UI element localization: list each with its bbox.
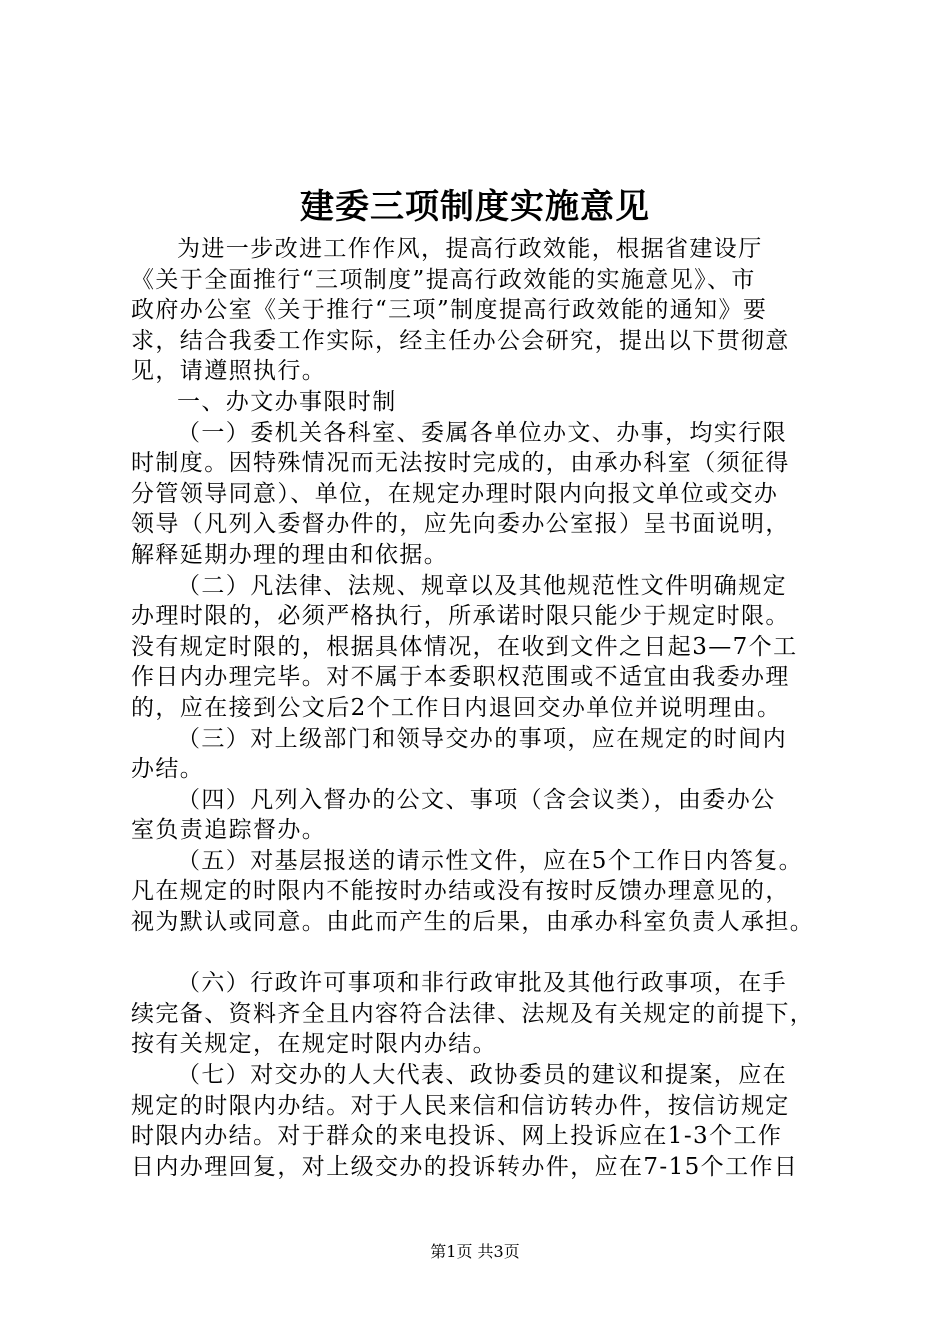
body-line: 视为默认或同意。由此而产生的后果，由承办科室负责人承担。 (131, 909, 815, 936)
body-line: 作日内办理完毕。对不属于本委职权范围或不适宜由我委办理 (131, 664, 790, 691)
body-line: 没有规定时限的，根据具体情况，在收到文件之日起3—7个工 (131, 633, 798, 660)
page-number-footer: 第1页 共3页 (430, 1242, 520, 1261)
body-line: 时限内办结。对于群众的来电投诉、网上投诉应在1-3个工作 (131, 1123, 783, 1150)
body-line: 的，应在接到公文后2个工作日内退回交办单位并说明理由。 (131, 694, 782, 721)
document-title: 建委三项制度实施意见 (300, 187, 650, 227)
body-line: 按有关规定，在规定时限内办结。 (131, 1031, 497, 1058)
body-line: 为进一步改进工作作风，提高行政效能，根据省建设厅 (177, 236, 763, 262)
body-line: （二）凡法律、法规、规章以及其他规范性文件明确规定 (177, 572, 787, 599)
body-line: （七）对交办的人大代表、政协委员的建议和提案，应在 (177, 1062, 787, 1089)
body-line: 解释延期办理的理由和依据。 (131, 541, 449, 568)
body-line: 一、办文办事限时制 (177, 388, 397, 415)
body-line: 时制度。因特殊情况而无法按时完成的，由承办科室（须征得 (131, 450, 790, 477)
body-line: （三）对上级部门和领导交办的事项，应在规定的时间内 (177, 725, 787, 752)
body-line: 分管领导同意）、单位，在规定办理时限内向报文单位或交办 (131, 480, 779, 507)
body-line: 日内办理回复，对上级交办的投诉转办件，应在7-15个工作日 (131, 1153, 799, 1180)
body-line: 室负责追踪督办。 (131, 817, 327, 844)
blank-line (131, 938, 831, 969)
document-body (131, 234, 831, 1182)
body-line: 办理时限的，必须严格执行，所承诺时限只能少于规定时限。 (131, 603, 790, 630)
body-line: （四）凡列入督办的公文、事项（含会议类），由委办公 (177, 786, 776, 813)
body-line: 领导（凡列入委督办件的，应先向委办公室报）呈书面说明， (131, 511, 790, 538)
body-line: （一）委机关各科室、委属各单位办文、办事，均实行限 (177, 419, 787, 446)
body-line: 求，结合我委工作实际，经主任办公会研究，提出以下贯彻意 (131, 327, 790, 354)
body-line: 见，请遵照执行。 (131, 358, 327, 385)
body-line: （五）对基层报送的请示性文件，应在5个工作日内答复。 (177, 847, 804, 874)
body-line: 政府办公室《关于推行“三项”制度提高行政效能的通知》要 (131, 297, 768, 324)
body-line: 续完备、资料齐全且内容符合法律、法规及有关规定的前提下， (131, 1000, 815, 1027)
body-line: （六）行政许可事项和非行政审批及其他行政事项，在手 (177, 970, 787, 997)
body-line: 《关于全面推行“三项制度”提高行政效能的实施意见》、市 (131, 266, 756, 293)
body-line: 办结。 (131, 756, 205, 783)
body-line: 规定的时限内办结。对于人民来信和信访转办件，按信访规定 (131, 1092, 790, 1119)
body-line: 凡在规定的时限内不能按时办结或没有按时反馈办理意见的， (131, 878, 790, 905)
